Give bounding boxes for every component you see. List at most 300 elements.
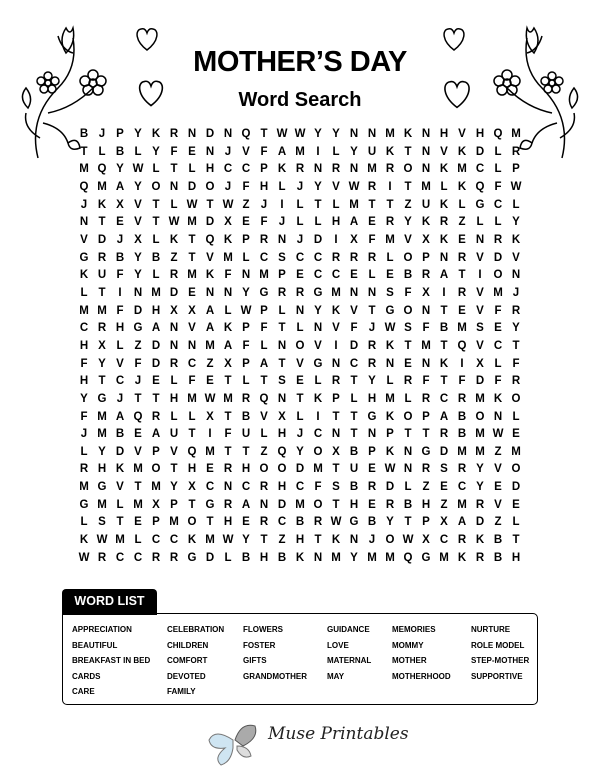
grid-letter: O	[151, 180, 161, 193]
grid-letter: D	[205, 216, 215, 229]
grid-letter: K	[277, 163, 287, 176]
grid-letter: T	[242, 445, 250, 458]
grid-letter: H	[511, 551, 521, 564]
grid-letter: M	[97, 304, 107, 317]
word-list-item: FLOWERS	[243, 625, 283, 634]
grid-letter: Z	[260, 445, 268, 458]
grid-letter: M	[385, 392, 395, 405]
grid-letter: A	[205, 304, 215, 317]
grid-letter: N	[133, 286, 143, 299]
grid-letter: J	[80, 428, 88, 441]
grid-row	[75, 338, 525, 356]
grid-letter: F	[116, 269, 124, 282]
grid-letter: V	[350, 304, 358, 317]
grid-letter: P	[152, 445, 160, 458]
grid-letter: M	[457, 163, 467, 176]
grid-letter: R	[349, 251, 359, 264]
grid-letter: C	[493, 198, 503, 211]
grid-letter: B	[493, 551, 503, 564]
grid-letter: M	[97, 180, 107, 193]
grid-letter: F	[404, 286, 412, 299]
grid-letter: O	[385, 534, 395, 547]
grid-letter: X	[476, 357, 484, 370]
grid-letter: R	[457, 463, 467, 476]
grid-letter: Y	[350, 551, 358, 564]
grid-letter: Z	[494, 445, 502, 458]
grid-letter: X	[188, 481, 196, 494]
grid-letter: D	[205, 128, 215, 140]
grid-letter: L	[332, 198, 340, 211]
grid-letter: M	[313, 463, 323, 476]
grid-letter: T	[116, 516, 124, 529]
grid-letter: G	[475, 198, 485, 211]
grid-letter: F	[242, 180, 250, 193]
grid-letter: V	[134, 445, 142, 458]
grid-letter: E	[206, 463, 214, 476]
grid-letter: Y	[350, 145, 358, 158]
grid-letter: T	[440, 375, 448, 388]
grid-letter: O	[511, 463, 521, 476]
grid-letter: W	[510, 180, 522, 193]
grid-letter: U	[421, 198, 431, 211]
grid-letter: Z	[206, 357, 214, 370]
grid-letter: O	[403, 410, 413, 423]
grid-letter: W	[168, 216, 180, 229]
grid-letter: Y	[134, 251, 142, 264]
grid-letter: G	[421, 445, 431, 458]
grid-letter: I	[478, 269, 482, 282]
grid-letter: A	[439, 410, 449, 423]
grid-letter: V	[242, 145, 250, 158]
grid-letter: C	[115, 375, 125, 388]
word-list-item: MAY	[327, 672, 345, 681]
grid-letter: N	[223, 286, 233, 299]
grid-letter: Q	[187, 445, 197, 458]
grid-letter: F	[224, 428, 232, 441]
grid-letter: U	[349, 463, 359, 476]
grid-letter: R	[367, 180, 377, 193]
grid-letter: X	[134, 233, 142, 246]
grid-letter: X	[440, 516, 448, 529]
grid-letter: P	[422, 516, 430, 529]
grid-letter: O	[313, 498, 323, 511]
grid-letter: G	[313, 286, 323, 299]
word-list-item: COMFORT	[167, 656, 208, 665]
grid-letter: C	[313, 428, 323, 441]
grid-letter: O	[403, 163, 413, 176]
grid-letter: Q	[457, 339, 467, 352]
grid-letter: E	[368, 498, 376, 511]
grid-letter: T	[440, 304, 448, 317]
grid-letter: L	[332, 145, 340, 158]
word-list-item: MOTHERHOOD	[392, 672, 451, 681]
grid-letter: M	[169, 516, 179, 529]
grid-letter: H	[277, 481, 287, 494]
grid-letter: X	[170, 304, 178, 317]
grid-letter: N	[349, 286, 359, 299]
grid-letter: N	[277, 233, 287, 246]
grid-letter: Q	[277, 445, 287, 458]
grid-letter: L	[260, 428, 268, 441]
grid-letter: M	[97, 498, 107, 511]
grid-letter: F	[134, 357, 142, 370]
grid-row	[75, 214, 525, 232]
grid-row	[75, 267, 525, 285]
grid-letter: V	[134, 198, 142, 211]
grid-letter: J	[296, 233, 304, 246]
grid-letter: W	[492, 428, 504, 441]
grid-letter: T	[206, 516, 214, 529]
grid-row	[75, 532, 525, 550]
grid-letter: I	[334, 233, 338, 246]
grid-letter: L	[224, 551, 232, 564]
grid-letter: J	[224, 145, 232, 158]
grid-letter: T	[152, 216, 160, 229]
grid-letter: N	[277, 339, 287, 352]
grid-letter: W	[204, 392, 216, 405]
grid-letter: G	[385, 304, 395, 317]
grid-letter: B	[115, 145, 125, 158]
grid-letter: B	[115, 428, 125, 441]
grid-letter: C	[241, 163, 251, 176]
grid-letter: K	[79, 534, 89, 547]
word-list-item: MATERNAL	[327, 656, 372, 665]
grid-letter: N	[169, 180, 179, 193]
grid-letter: R	[367, 251, 377, 264]
grid-letter: H	[115, 322, 125, 335]
grid-letter: G	[79, 498, 89, 511]
grid-letter: L	[116, 339, 124, 352]
grid-letter: N	[421, 128, 431, 140]
grid-letter: B	[295, 516, 305, 529]
grid-letter: N	[367, 428, 377, 441]
grid-letter: T	[368, 304, 376, 317]
grid-letter: A	[151, 428, 161, 441]
grid-letter: N	[421, 304, 431, 317]
grid-letter: N	[169, 339, 179, 352]
grid-letter: M	[421, 180, 431, 193]
grid-letter: L	[296, 198, 304, 211]
grid-letter: K	[151, 128, 161, 140]
grid-letter: P	[116, 128, 124, 140]
grid-letter: H	[295, 534, 305, 547]
grid-letter: B	[367, 516, 377, 529]
grid-letter: L	[494, 145, 502, 158]
grid-letter: R	[457, 251, 467, 264]
grid-letter: D	[97, 233, 107, 246]
grid-letter: P	[242, 233, 250, 246]
grid-letter: C	[493, 339, 503, 352]
grid-letter: P	[368, 445, 376, 458]
page-subtitle: Word Search	[238, 89, 362, 111]
grid-letter: Z	[422, 481, 430, 494]
grid-letter: M	[511, 128, 521, 140]
grid-letter: D	[475, 375, 485, 388]
grid-letter: T	[404, 428, 412, 441]
grid-letter: F	[494, 180, 502, 193]
grid-letter: G	[133, 322, 143, 335]
grid-letter: C	[223, 163, 233, 176]
grid-letter: M	[475, 428, 485, 441]
grid-letter: P	[512, 163, 520, 176]
grid-letter: F	[80, 357, 88, 370]
grid-letter: D	[115, 445, 125, 458]
grid-letter: L	[314, 216, 322, 229]
grid-letter: W	[240, 304, 252, 317]
grid-letter: X	[422, 534, 430, 547]
grid-letter: D	[151, 339, 161, 352]
grid-letter: L	[512, 198, 520, 211]
grid-letter: W	[276, 128, 288, 140]
grid-letter: M	[367, 163, 377, 176]
grid-letter: L	[458, 198, 466, 211]
grid-letter: H	[205, 163, 215, 176]
grid-letter: E	[458, 233, 466, 246]
grid-letter: T	[224, 375, 232, 388]
grid-letter: N	[223, 481, 233, 494]
grid-letter: D	[475, 145, 485, 158]
grid-letter: N	[241, 269, 251, 282]
grid-letter: M	[385, 128, 395, 140]
grid-letter: R	[511, 145, 521, 158]
grid-letter: N	[349, 534, 359, 547]
grid-letter: C	[277, 516, 287, 529]
grid-letter: D	[349, 339, 359, 352]
grid-letter: S	[404, 322, 412, 335]
grid-letter: Y	[80, 392, 88, 405]
grid-letter: R	[331, 375, 341, 388]
grid-letter: N	[367, 128, 377, 140]
grid-letter: K	[457, 180, 467, 193]
grid-letter: M	[97, 410, 107, 423]
word-list-item: FOSTER	[243, 641, 276, 650]
grid-letter: L	[404, 481, 412, 494]
grid-letter: B	[151, 251, 161, 264]
grid-letter: R	[241, 392, 251, 405]
grid-letter: A	[259, 357, 269, 370]
grid-letter: Q	[133, 410, 143, 423]
grid-letter: O	[313, 445, 323, 458]
grid-letter: R	[403, 375, 413, 388]
grid-letter: N	[475, 233, 485, 246]
grid-letter: M	[97, 428, 107, 441]
grid-letter: Y	[476, 463, 484, 476]
grid-letter: R	[277, 286, 287, 299]
grid-letter: L	[134, 534, 142, 547]
grid-letter: N	[421, 145, 431, 158]
grid-letter: G	[421, 551, 431, 564]
grid-letter: C	[457, 481, 467, 494]
grid-letter: C	[439, 534, 449, 547]
grid-letter: T	[332, 463, 340, 476]
grid-letter: V	[476, 251, 484, 264]
grid-row	[75, 250, 525, 268]
grid-letter: X	[116, 198, 124, 211]
grid-letter: J	[278, 216, 286, 229]
grid-letter: M	[223, 251, 233, 264]
grid-letter: W	[132, 163, 144, 176]
grid-letter: S	[440, 463, 448, 476]
grid-letter: P	[278, 269, 286, 282]
grid-letter: J	[116, 233, 124, 246]
grid-letter: Y	[296, 445, 304, 458]
grid-letter: I	[316, 145, 320, 158]
grid-letter: M	[439, 551, 449, 564]
grid-letter: M	[475, 445, 485, 458]
grid-row	[75, 497, 525, 515]
grid-letter: B	[79, 128, 89, 140]
grid-letter: R	[367, 481, 377, 494]
word-list-item: GIFTS	[243, 656, 267, 665]
grid-letter: R	[511, 304, 521, 317]
grid-letter: X	[152, 498, 160, 511]
grid-letter: N	[331, 357, 341, 370]
grid-letter: K	[439, 357, 449, 370]
grid-letter: C	[475, 163, 485, 176]
grid-letter: M	[133, 463, 143, 476]
grid-letter: Y	[314, 304, 322, 317]
letter-grid	[75, 126, 525, 567]
grid-letter: I	[316, 410, 320, 423]
grid-letter: Y	[332, 128, 340, 140]
grid-letter: V	[512, 251, 520, 264]
grid-letter: V	[404, 233, 412, 246]
grid-letter: L	[80, 286, 88, 299]
grid-letter: I	[118, 286, 122, 299]
grid-letter: Q	[79, 180, 89, 193]
grid-letter: V	[440, 145, 448, 158]
grid-letter: Y	[170, 481, 178, 494]
grid-letter: B	[457, 428, 467, 441]
grid-letter: E	[134, 516, 142, 529]
grid-letter: V	[188, 322, 196, 335]
grid-letter: T	[512, 339, 520, 352]
grid-letter: T	[170, 163, 178, 176]
butterfly-logo-icon	[205, 718, 265, 768]
grid-letter: R	[295, 163, 305, 176]
grid-letter: N	[277, 392, 287, 405]
grid-letter: L	[152, 233, 160, 246]
grid-letter: M	[457, 498, 467, 511]
grid-letter: P	[422, 410, 430, 423]
grid-letter: W	[402, 534, 414, 547]
grid-letter: R	[331, 163, 341, 176]
grid-letter: F	[260, 322, 268, 335]
grid-letter: R	[151, 551, 161, 564]
grid-letter: R	[475, 498, 485, 511]
word-list-item: GRANDMOTHER	[243, 672, 307, 681]
grid-letter: O	[259, 463, 269, 476]
grid-letter: H	[79, 375, 89, 388]
grid-letter: R	[313, 516, 323, 529]
grid-letter: P	[386, 428, 394, 441]
grid-letter: U	[241, 428, 251, 441]
grid-letter: L	[512, 516, 520, 529]
grid-letter: S	[386, 286, 394, 299]
grid-letter: T	[134, 481, 142, 494]
grid-letter: M	[385, 233, 395, 246]
grid-letter: W	[330, 516, 342, 529]
grid-letter: M	[205, 445, 215, 458]
grid-letter: V	[134, 216, 142, 229]
grid-letter: J	[368, 534, 376, 547]
grid-letter: G	[259, 286, 269, 299]
grid-letter: C	[313, 251, 323, 264]
grid-letter: L	[368, 269, 376, 282]
grid-letter: N	[79, 216, 89, 229]
grid-row	[75, 373, 525, 391]
word-list-item: ROLE MODEL	[471, 641, 525, 650]
grid-letter: J	[80, 198, 88, 211]
grid-letter: T	[188, 251, 196, 264]
grid-letter: N	[511, 269, 521, 282]
grid-letter: Z	[170, 251, 178, 264]
grid-letter: H	[475, 128, 485, 140]
grid-letter: F	[422, 375, 430, 388]
grid-letter: D	[187, 180, 197, 193]
grid-letter: G	[367, 410, 377, 423]
grid-letter: B	[439, 322, 449, 335]
grid-letter: A	[115, 180, 125, 193]
grid-letter: S	[332, 481, 340, 494]
grid-letter: H	[259, 180, 269, 193]
grid-letter: Q	[205, 233, 215, 246]
grid-letter: R	[421, 269, 431, 282]
grid-letter: B	[457, 410, 467, 423]
grid-letter: T	[188, 428, 196, 441]
grid-letter: Z	[242, 198, 250, 211]
grid-letter: L	[188, 163, 196, 176]
grid-letter: Z	[404, 198, 412, 211]
grid-letter: N	[205, 145, 215, 158]
logo-text: Muse Printables	[268, 724, 409, 744]
grid-letter: V	[116, 357, 124, 370]
grid-letter: R	[385, 163, 395, 176]
grid-letter: F	[224, 269, 232, 282]
grid-letter: P	[260, 304, 268, 317]
grid-letter: C	[331, 269, 341, 282]
grid-letter: O	[403, 304, 413, 317]
grid-letter: Y	[314, 180, 322, 193]
grid-letter: K	[115, 463, 125, 476]
grid-letter: O	[475, 410, 485, 423]
grid-row	[75, 179, 525, 197]
grid-letter: Y	[386, 516, 394, 529]
grid-letter: A	[241, 498, 251, 511]
grid-letter: E	[188, 145, 196, 158]
grid-letter: C	[295, 251, 305, 264]
grid-letter: M	[187, 269, 197, 282]
grid-letter: D	[475, 516, 485, 529]
grid-letter: E	[386, 269, 394, 282]
grid-letter: C	[133, 551, 143, 564]
word-list-item: MEMORIES	[392, 625, 436, 634]
grid-letter: Y	[512, 216, 520, 229]
grid-row	[75, 320, 525, 338]
grid-letter: J	[134, 375, 142, 388]
grid-letter: N	[313, 163, 323, 176]
grid-letter: D	[277, 498, 287, 511]
grid-letter: M	[511, 445, 521, 458]
grid-letter: R	[223, 498, 233, 511]
grid-row	[75, 461, 525, 479]
grid-letter: T	[224, 445, 232, 458]
grid-letter: V	[314, 339, 322, 352]
grid-letter: L	[242, 375, 250, 388]
grid-letter: X	[98, 339, 106, 352]
grid-letter: R	[457, 392, 467, 405]
grid-letter: A	[205, 322, 215, 335]
